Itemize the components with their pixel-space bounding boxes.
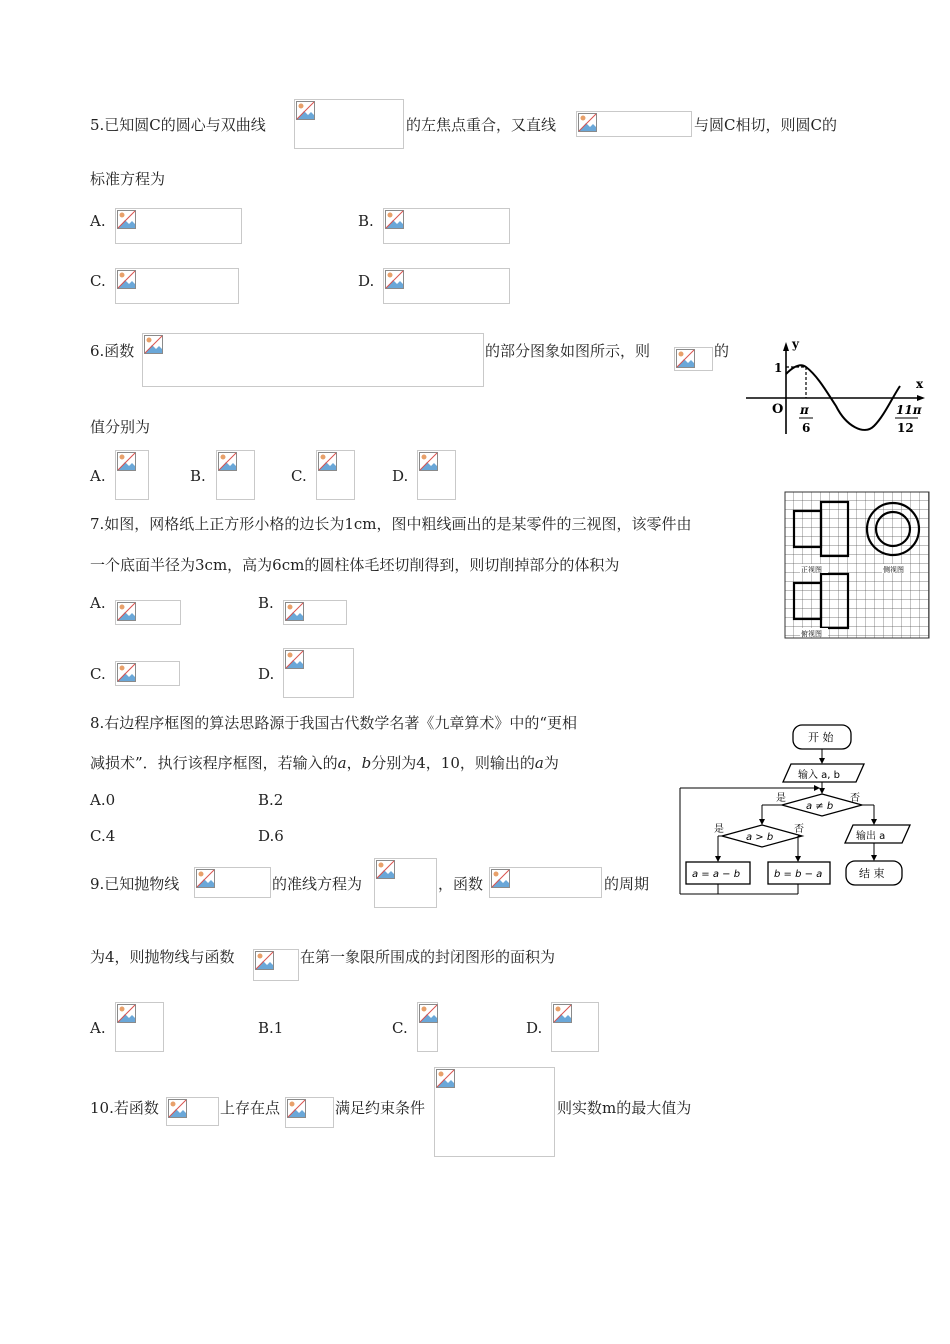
q5-option-c-image <box>115 268 239 304</box>
cond2-label: a > b <box>746 832 774 843</box>
q9-text-d: 的周期 <box>604 875 650 893</box>
q8-var-b: b <box>361 754 372 772</box>
q8-var-a: a <box>337 754 347 772</box>
q8-text-b1: 减损术”．执行该程序框图，若输入的 <box>90 754 338 772</box>
q8-sep: ， <box>346 754 362 772</box>
broken-image-icon <box>385 270 404 289</box>
x-label: x <box>916 377 924 391</box>
q5-formula-hyperbola <box>294 99 404 149</box>
q7-option-b-image <box>283 600 347 625</box>
broken-image-icon <box>296 101 315 120</box>
q6-option-c-label: C. <box>291 467 307 485</box>
pi-label: π <box>800 403 809 417</box>
y-axis-arrow-icon <box>783 342 789 351</box>
q10-text-b: 上存在点 <box>220 1099 281 1117</box>
yes-label: 是 <box>776 793 786 804</box>
broken-image-icon <box>419 452 438 471</box>
q7-text-b: 一个底面半径为3cm，高为6cm的圆柱体毛坯切削得到，则切削掉部分的体积为 <box>90 556 620 574</box>
q7-option-b-label: B. <box>258 594 274 612</box>
broken-image-icon <box>117 270 136 289</box>
broken-image-icon <box>196 869 215 888</box>
side-view-label: 侧视图 <box>883 566 904 574</box>
q6-text-c: 的 <box>714 342 730 360</box>
q6-option-a-label: A. <box>90 467 106 485</box>
no2-label: 否 <box>794 824 804 835</box>
broken-image-icon <box>117 663 136 682</box>
broken-image-icon <box>578 113 597 132</box>
q6-formula-function <box>142 333 484 387</box>
q6-option-d-label: D. <box>392 467 409 485</box>
q9-formula-directrix <box>374 858 437 908</box>
q5-option-d-label: D. <box>358 272 375 290</box>
q5-text-c: 与圆C相切，则圆C的 <box>694 116 837 134</box>
q9-text-f: 在第一象限所围成的封闭图形的面积为 <box>300 948 556 966</box>
q7-option-c-label: C. <box>90 665 106 683</box>
eleven-pi-label: 11π <box>896 403 922 417</box>
cond1-label: a ≠ b <box>806 801 834 812</box>
q5-option-b-label: B. <box>358 212 374 230</box>
no-label: 否 <box>850 793 860 804</box>
q9-text-c: ，函数 <box>438 875 484 893</box>
q6-option-a-image <box>115 450 149 500</box>
q8-option-d: D.6 <box>258 827 284 845</box>
q7-text-a: 7.如图，网格纸上正方形小格的边长为1cm，图中粗线画出的是某零件的三视图，该零件由 <box>90 515 692 533</box>
q6-sine-graph <box>744 336 929 438</box>
q6-option-c-image <box>316 450 355 500</box>
broken-image-icon <box>436 1069 455 1088</box>
q9-text-e: 为4，则抛物线与函数 <box>90 948 235 966</box>
broken-image-icon <box>255 951 274 970</box>
broken-image-icon <box>287 1099 306 1118</box>
q9-formula-parabola <box>194 867 271 898</box>
six-label: 6 <box>802 421 811 435</box>
q8-var-a2: a <box>534 754 544 772</box>
q6-option-b-label: B. <box>190 467 206 485</box>
q7-three-view-figure <box>784 491 930 639</box>
output-label: 输出 a <box>856 831 886 842</box>
q5-option-d-image <box>383 268 510 304</box>
broken-image-icon <box>144 335 163 354</box>
x-axis-arrow-icon <box>917 395 925 401</box>
q5-option-c-label: C. <box>90 272 106 290</box>
q6-text-d: 值分别为 <box>90 418 151 436</box>
q6-option-d-image <box>417 450 456 500</box>
q8-text-a: 8.右边程序框图的算法思路源于我国古代数学名著《九章算术》中的“更相 <box>90 714 577 732</box>
origin-label: O <box>772 402 784 417</box>
twelve-label: 12 <box>897 421 914 435</box>
q8-option-c: C.4 <box>90 827 116 845</box>
q9-option-a-image <box>115 1002 164 1052</box>
q10-text-c: 满足约束条件 <box>335 1099 426 1117</box>
q7-option-d-label: D. <box>258 665 275 683</box>
q6-text-a: 6.函数 <box>90 342 135 360</box>
q9-option-d-label: D. <box>526 1019 543 1037</box>
front-view-label: 正视图 <box>801 566 822 574</box>
q9-option-c-image <box>417 1002 438 1052</box>
q5-formula-line <box>576 111 692 137</box>
broken-image-icon <box>385 210 404 229</box>
broken-image-icon <box>285 602 304 621</box>
broken-image-icon <box>553 1004 572 1023</box>
broken-image-icon <box>218 452 237 471</box>
q8-text-b3: 为 <box>543 754 559 772</box>
broken-image-icon <box>285 650 304 669</box>
q5-text-a: 5.已知圆C的圆心与双曲线 <box>90 116 266 134</box>
q10-formula-constraints <box>434 1067 555 1157</box>
q7-option-c-image <box>115 661 180 686</box>
input-label: 输入 a, b <box>798 770 841 781</box>
end-label: 结 束 <box>859 867 885 880</box>
q9-formula-function2 <box>253 949 299 981</box>
broken-image-icon <box>168 1099 187 1118</box>
broken-image-icon <box>376 860 395 879</box>
q6-formula-params <box>674 347 713 371</box>
q7-option-a-label: A. <box>90 594 106 612</box>
broken-image-icon <box>491 869 510 888</box>
assign2-label: b = b − a <box>774 869 823 880</box>
q9-option-c-label: C. <box>392 1019 408 1037</box>
q5-text-b: 的左焦点重合，又直线 <box>406 116 557 134</box>
start-label: 开 始 <box>808 731 834 744</box>
q10-formula-function <box>166 1097 219 1126</box>
one-label: 1 <box>774 361 783 375</box>
q9-option-d-image <box>551 1002 599 1052</box>
q5-option-a-label: A. <box>90 212 106 230</box>
y-label: y <box>792 337 799 351</box>
q9-text-b: 的准线方程为 <box>272 875 363 893</box>
q5-text-d: 标准方程为 <box>90 170 166 188</box>
assign1-label: a = a − b <box>692 869 741 880</box>
q9-option-a-label: A. <box>90 1019 106 1037</box>
q5-option-a-image <box>115 208 242 244</box>
q8-option-a: A.0 <box>90 791 116 809</box>
q8-option-b: B.2 <box>258 791 284 809</box>
q9-option-b: B.1 <box>258 1019 284 1037</box>
q9-formula-function <box>489 867 602 898</box>
broken-image-icon <box>419 1004 438 1023</box>
q8-flowchart <box>678 722 918 904</box>
q10-formula-point <box>285 1097 334 1128</box>
q10-text-d: 则实数m的最大值为 <box>557 1099 692 1117</box>
broken-image-icon <box>117 1004 136 1023</box>
q9-text-a: 9.已知抛物线 <box>90 875 180 893</box>
top-view-label: 俯视图 <box>801 630 822 638</box>
q5-option-b-image <box>383 208 510 244</box>
broken-image-icon <box>117 452 136 471</box>
q7-option-d-image <box>283 648 354 698</box>
q8-text-b2: 分别为4，10，则输出的 <box>371 754 535 772</box>
q10-text-a: 10.若函数 <box>90 1099 159 1117</box>
broken-image-icon <box>676 349 695 368</box>
broken-image-icon <box>117 602 136 621</box>
broken-image-icon <box>117 210 136 229</box>
q8-text-b <box>90 753 559 773</box>
yes2-label: 是 <box>714 824 724 835</box>
q6-option-b-image <box>216 450 255 500</box>
q6-text-b: 的部分图象如图所示，则 <box>485 342 651 360</box>
broken-image-icon <box>318 452 337 471</box>
q7-option-a-image <box>115 600 181 625</box>
